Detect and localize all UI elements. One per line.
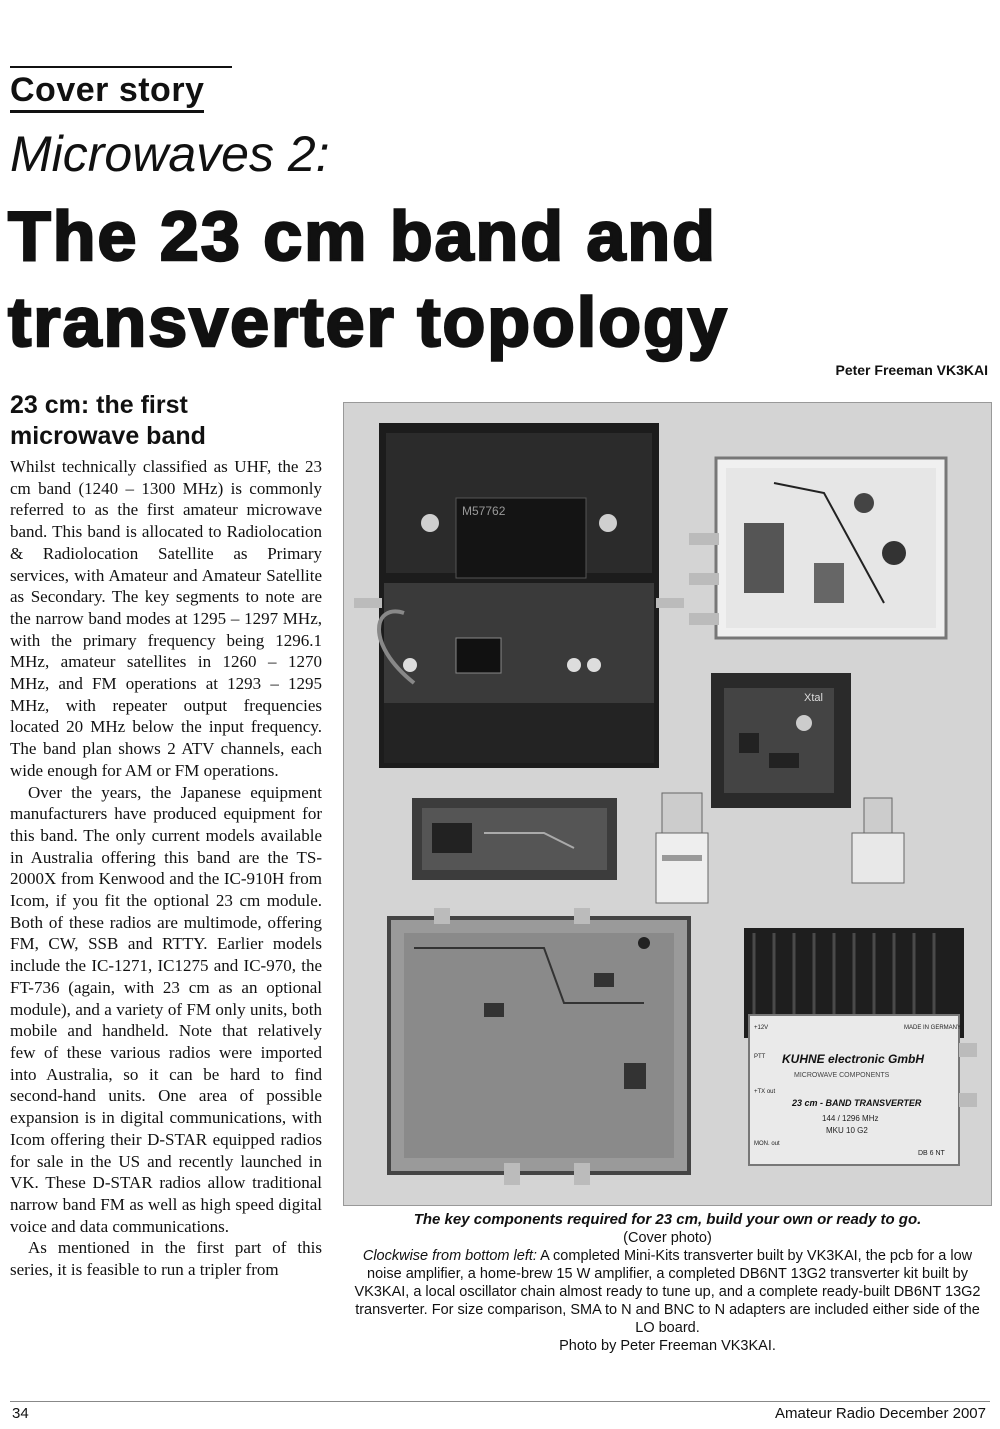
caption-cover-note: (Cover photo) <box>623 1230 712 1246</box>
kuhne-model: MKU 10 G2 <box>826 1126 868 1135</box>
kuhne-mon: MON. out <box>754 1141 780 1147</box>
lna-pcb <box>412 798 617 880</box>
kuhne-freq: 144 / 1296 MHz <box>822 1114 879 1123</box>
photo-caption <box>345 1211 990 1355</box>
article-title-line-1: The 23 cm band and <box>8 197 717 275</box>
kuhne-12v: +12V <box>754 1025 769 1031</box>
caption-lead: The key components required for 23 cm, build your own or ready to go. <box>413 1211 922 1228</box>
publication-footer: Amateur Radio December 2007 <box>775 1405 986 1422</box>
article-title-line-2: transverter topology <box>8 283 729 361</box>
lo-board-label: Xtal <box>804 692 823 704</box>
article-column <box>10 390 322 1281</box>
section-heading <box>10 390 322 452</box>
kuhne-tx-out: +TX out <box>754 1089 776 1095</box>
kuhne-maker: DB 6 NT <box>918 1150 945 1157</box>
paragraph-3: As mentioned in the first part of this series, it is feasible to run a tripler from <box>10 1238 322 1280</box>
kuhne-product: 23 cm - BAND TRANSVERTER <box>792 1098 922 1108</box>
caption-body-block <box>345 1247 990 1337</box>
footer-rule <box>10 1401 990 1402</box>
section-heading-line-2: microwave band <box>10 422 206 450</box>
section-kicker: Cover story <box>10 70 204 113</box>
amplifier-15w <box>354 423 684 768</box>
page-number: 34 <box>12 1405 29 1422</box>
local-oscillator-board <box>711 673 851 808</box>
mini-kits-transverter <box>389 908 689 1185</box>
paragraph-1: Whilst technically classified as UHF, the 23 cm band (1240 – 1300 MHz) is commonly referred to as the first amateur microwave band. This band is allocated to Radiolocation & Radiolocation Satellite as Primary services, with Amateur and Amateur Satellite as Secondary. The key segments to note are the narrow band modes at 1295 – 1297 MHz, with the primary frequency being 1296.1 MHz, amateur satellites in 1260 – 1270 MHz, and FM operations at 1293 – 1295 MHz, with repeater output frequencies located 20 MHz below the input frequency. The band plan shows 2 ATV channels, each wide enough for AM or FM operations. <box>10 457 322 780</box>
module-label: M57762 <box>462 504 506 518</box>
section-heading-line-1: 23 cm: the first <box>10 391 188 419</box>
kuhne-transverter <box>744 928 977 1165</box>
article-title <box>8 193 998 365</box>
kuhne-brand: KUHNE electronic GmbH <box>782 1052 925 1066</box>
caption-credit: Photo by Peter Freeman VK3KAI. <box>559 1338 776 1354</box>
cover-photo <box>343 402 992 1206</box>
author-byline: Peter Freeman VK3KAI <box>835 362 988 378</box>
bnc-to-n-adapter <box>656 793 708 903</box>
kuhne-ptt: PTT <box>754 1054 766 1060</box>
header-rule <box>10 66 232 68</box>
kuhne-made-in: MADE IN GERMANY <box>904 1025 962 1031</box>
kuhne-sub: MICROWAVE COMPONENTS <box>794 1072 890 1079</box>
paragraph-2: Over the years, the Japanese equipment manufacturers have produced equipment for this band. The only current models available in Australia offering this band are the TS-2000X from Kenwood and the IC-910H from Icom, if you fit the optional 23 cm module. Both of these radios are multimode, offering FM, CW, SSB and RTTY. Earlier models include the IC-1271, IC1275 and IC-970, the FT-736 (again, with 23 cm as an optional module), and a variety of FM only units, both mobile and handheld. Note that relatively few of these various radios were imported into Australia, so it can be hard to find second-hand units. One area of possible expansion is in digital communications, with Icom offering their D-STAR equipped radios for sale in the US and recently launched in VK. These D-STAR radios allow traditional narrow band FM as well as high speed digital voice and data communications. <box>10 782 322 1236</box>
caption-clockwise: Clockwise from bottom left: <box>362 1248 537 1264</box>
caption-body: A completed Mini-Kits transverter built by VK3KAI, the pcb for a low noise amplifier, a home-brew 15 W amplifier, a completed DB6NT 13G2 transverter kit built by VK3KAI, a local oscillator chain almost ready to tune up, and a complete ready-built DB6NT 13G2 transverter. For size comparison, SMA to N and BNC to N adapters are included either side of the LO board. <box>354 1248 981 1336</box>
db6nt-kit-transverter <box>689 458 946 638</box>
series-title: Microwaves 2: <box>10 126 330 182</box>
